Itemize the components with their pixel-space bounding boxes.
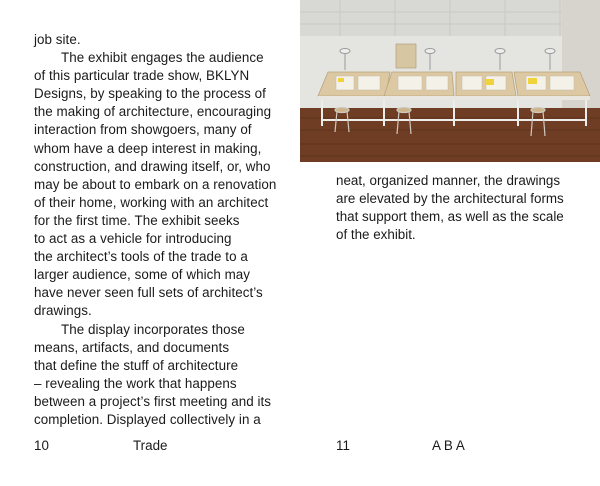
- text-line: The display incorporates those: [61, 321, 245, 337]
- text-line: of their home, working with an architect: [34, 194, 269, 210]
- text-line: of the exhibit.: [336, 227, 416, 243]
- text-line: whom have a deep interest in making,: [34, 140, 262, 156]
- text-line: neat, organized manner, the drawings: [336, 173, 561, 188]
- left-running-head: Trade: [133, 438, 168, 453]
- text-line: between a project’s first meeting and its: [34, 393, 272, 409]
- text-line: the making of architecture, encouraging: [34, 104, 272, 120]
- text-line: may be about to embark on a renovation: [34, 176, 277, 192]
- text-line: the architect’s tools of the trade to a: [34, 249, 248, 265]
- text-line: Designs, by speaking to the process of: [34, 86, 266, 102]
- right-running-head: A B A: [432, 438, 465, 453]
- text-line: for the first time. The exhibit seeks: [34, 212, 240, 228]
- right-page-number: 11: [336, 438, 350, 453]
- text-line: drawings.: [34, 303, 92, 319]
- text-line: interaction from showgoers, many of: [34, 122, 252, 138]
- text-line: that support them, as well as the scale: [336, 209, 564, 225]
- exhibit-photo: [300, 0, 600, 162]
- text-line: larger audience, some of which may: [34, 267, 251, 283]
- text-line: means, artifacts, and documents: [34, 339, 230, 355]
- text-line: construction, and drawing itself, or, who: [34, 158, 271, 174]
- text-line: are elevated by the architectural forms: [336, 191, 564, 207]
- text-line: The exhibit engages the audience: [61, 50, 264, 66]
- text-line: completion. Displayed collectively in a: [34, 411, 261, 427]
- text-line: of this particular trade show, BKLYN: [34, 68, 250, 84]
- text-line: to act as a vehicle for introducing: [34, 231, 232, 247]
- text-line: – revealing the work that happens: [34, 375, 237, 391]
- left-column-text: [34, 31, 304, 429]
- text-line: that define the stuff of architecture: [34, 357, 239, 373]
- right-column-text: [336, 172, 586, 244]
- text-line: job site.: [34, 32, 81, 47]
- left-page-number: 10: [34, 438, 49, 453]
- text-line: have never seen full sets of architect’s: [34, 285, 263, 301]
- exhibit-photo-icon: [300, 0, 600, 162]
